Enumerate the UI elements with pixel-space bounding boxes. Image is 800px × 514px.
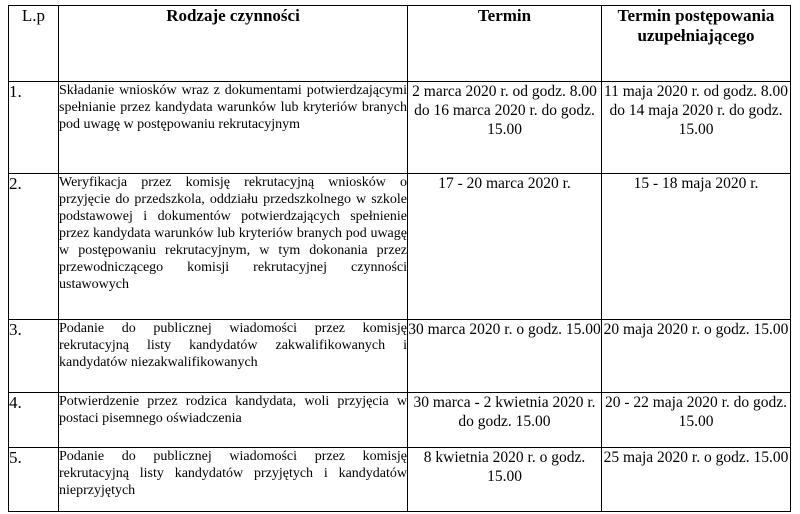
term-cell: 30 marca - 2 kwietnia 2020 r. do godz. 15.00 (408, 393, 602, 448)
term-cell: 2 marca 2020 r. od godz. 8.00 do 16 marca 2020 r. do godz. 15.00 (408, 82, 602, 174)
table-row (9, 393, 791, 448)
table-row (9, 320, 791, 393)
term-cell: 8 kwietnia 2020 r. o godz. 15.00 (408, 448, 602, 512)
header-lp: L.p (9, 6, 59, 82)
activity-cell: Podanie do publicznej wiadomości przez komisję rekrutacyjną listy kandydatów przyjętych i kandydatów nieprzyjętych (59, 448, 408, 512)
table-row (9, 82, 791, 174)
supplementary-term-cell: 15 - 18 maja 2020 r. (602, 174, 791, 320)
header-term: Termin (408, 6, 602, 82)
row-number: 5. (9, 448, 59, 512)
row-number: 2. (9, 174, 59, 320)
term-cell: 30 marca 2020 r. o godz. 15.00 (408, 320, 602, 393)
term-cell: 17 - 20 marca 2020 r. (408, 174, 602, 320)
supplementary-term-cell: 11 maja 2020 r. od godz. 8.00 do 14 maja 2020 r. do godz. 15.00 (602, 82, 791, 174)
header-activity: Rodzaje czynności (59, 6, 408, 82)
table-row (9, 174, 791, 320)
row-number: 4. (9, 393, 59, 448)
header-row (9, 6, 791, 82)
supplementary-term-cell: 25 maja 2020 r. o godz. 15.00 (602, 448, 791, 512)
recruitment-schedule-table (8, 5, 791, 512)
row-number: 3. (9, 320, 59, 393)
supplementary-term-cell: 20 - 22 maja 2020 r. do godz. 15.00 (602, 393, 791, 448)
header-supplementary-term: Termin postępowania uzupełniającego (602, 6, 791, 82)
row-number: 1. (9, 82, 59, 174)
table-row (9, 448, 791, 512)
activity-cell: Podanie do publicznej wiadomości przez komisję rekrutacyjną listy kandydatów zakwalifikowanych i kandydatów niezakwalifikowanych (59, 320, 408, 393)
activity-cell: Weryfikacja przez komisję rekrutacyjną wniosków o przyjęcie do przedszkola, oddziału przedszkolnego w szkole podstawowej i dokumentów potwierdzających spełnienie przez kandydata warunków lub kryteriów branych pod uwagę w postępowaniu rekrutacyjnym, w tym dokonania przez przewodniczącego komisji rekrutacyjnej czynności ustawowych (59, 174, 408, 320)
activity-cell: Składanie wniosków wraz z dokumentami potwierdzającymi spełnianie przez kandydata warunków lub kryteriów branych pod uwagę w postępowaniu rekrutacyjnym (59, 82, 408, 174)
activity-cell: Potwierdzenie przez rodzica kandydata, woli przyjęcia w postaci pisemnego oświadczenia (59, 393, 408, 448)
supplementary-term-cell: 20 maja 2020 r. o godz. 15.00 (602, 320, 791, 393)
